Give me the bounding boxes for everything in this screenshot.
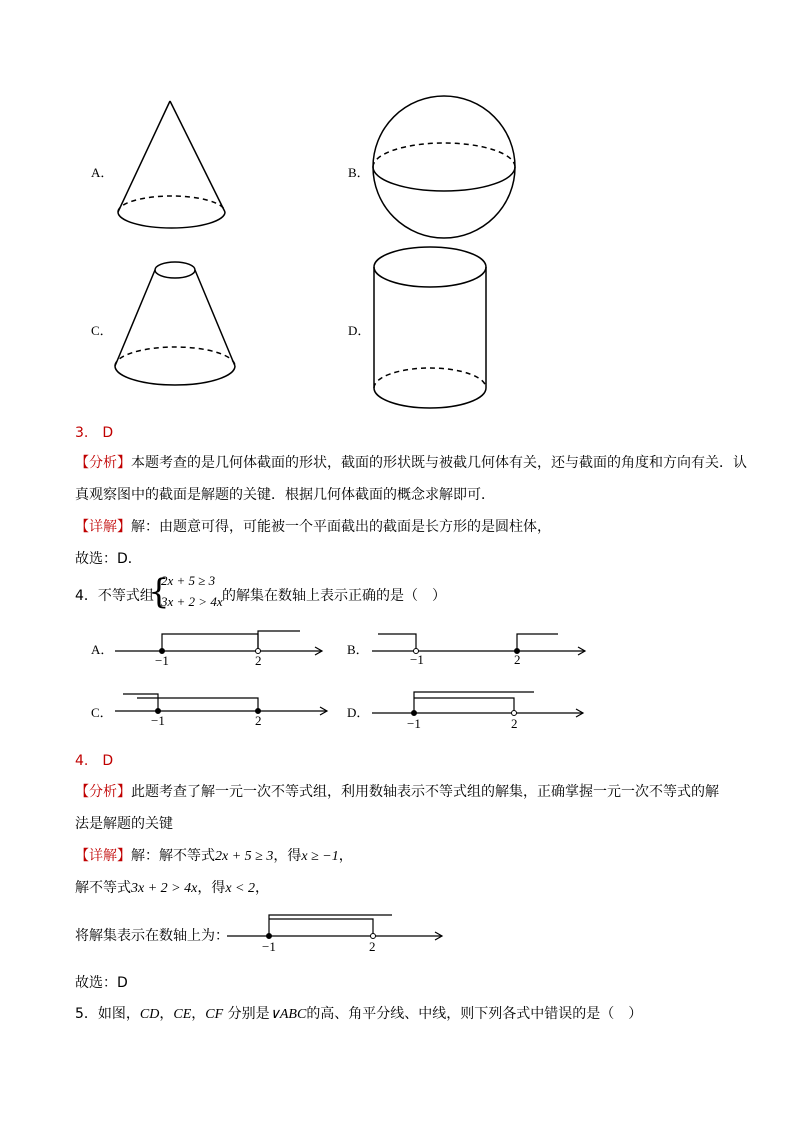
q4-inequality-1: 2x + 5 ≥ 3: [161, 573, 216, 588]
q4-stem-suffix: 的解集在数轴上表示正确的是（ ）: [222, 588, 446, 604]
step1-result: x ≥ −1: [301, 849, 339, 864]
cylinder-shape: [374, 247, 486, 408]
step1-text-c: ，: [338, 848, 353, 864]
segment-ce: CE: [173, 1007, 192, 1022]
segment-cf: CF: [205, 1007, 224, 1022]
tick-neg1: −1: [151, 713, 165, 728]
brace-symbol: {: [148, 572, 170, 612]
step2-text-a: 解不等式: [75, 880, 131, 896]
step2-text-c: ，: [255, 880, 269, 896]
step1-text-b: ，得: [273, 848, 302, 864]
tick-neg1: −1: [407, 716, 421, 731]
q3-answer: 3. D: [75, 425, 114, 441]
tick-2: 2: [514, 652, 521, 667]
step1-equation: 2x + 5 ≥ 3: [215, 849, 274, 864]
option-d-label: D．: [348, 323, 371, 338]
q5-sep2: ，: [191, 1006, 206, 1022]
triangle-abc: ∨ABC: [269, 1007, 307, 1022]
analysis-text: 此题考查了解一元一次不等式组，利用数轴表示不等式组的解集，正确掌握一元一次不等式的解: [131, 784, 719, 800]
analysis-text: 本题考查的是几何体截面的形状，截面的形状既与被截几何体有关，还与截面的角度和方向有关．认: [131, 455, 747, 471]
segment-cd: CD: [139, 1007, 160, 1022]
detail-text: 解：由题意可得，可能被一个平面截出的截面是长方形的是圆柱体，: [131, 519, 551, 535]
step2-equation: 3x + 2 > 4x: [131, 881, 198, 896]
cone-shape: [118, 101, 225, 228]
analysis-tag: 【分析】: [75, 784, 131, 800]
tick-2: 2: [255, 653, 262, 668]
detail-tag: 【详解】: [75, 848, 131, 864]
q4-options-figure: [0, 620, 794, 740]
step2-result: x < 2: [225, 881, 255, 896]
q4-analysis-cont: 法是解题的关键: [75, 816, 173, 832]
q4-choice: 故选：D: [75, 975, 128, 991]
q4-detail-step1: [75, 845, 353, 865]
q4-option-b: B．: [347, 642, 369, 657]
q5-stem-a: 5．如图，: [75, 1006, 140, 1022]
tick-2: 2: [369, 939, 376, 954]
q4-analysis: [75, 781, 719, 801]
q4-option-d: D．: [347, 705, 370, 720]
solids-figure: [0, 0, 794, 420]
q4-stem-prefix: 4．不等式组: [75, 588, 154, 604]
q5-stem: [75, 1003, 642, 1023]
q5-stem-b: 分别是: [223, 1006, 270, 1022]
tick-2: 2: [511, 716, 518, 731]
q4-option-c: C．: [91, 705, 113, 720]
q5-stem-c: 的高、角平分线、中线，则下列各式中错误的是（ ）: [306, 1006, 643, 1022]
option-b-label: B．: [348, 165, 370, 180]
q4-inequality-2: 3x + 2 > 4x: [161, 594, 223, 609]
q3-analysis: [75, 452, 747, 472]
tick-neg1: −1: [262, 939, 276, 954]
frustum-shape: [115, 262, 235, 385]
analysis-tag: 【分析】: [75, 455, 131, 471]
step1-text-a: 解：解不等式: [131, 848, 215, 864]
detail-tag: 【详解】: [75, 519, 131, 535]
q3-analysis-cont: 真观察图中的截面是解题的关键．根据几何体截面的概念求解即可．: [75, 487, 495, 503]
tick-neg1: −1: [155, 653, 169, 668]
q4-detail-step2: [75, 877, 269, 897]
step2-text-b: ，得: [197, 880, 226, 896]
q3-choice: 故选：D．: [75, 551, 142, 567]
option-a-label: A．: [91, 165, 114, 180]
option-c-label: C．: [91, 323, 113, 338]
q4-option-a: A．: [91, 642, 114, 657]
q4-answer: 4. D: [75, 753, 114, 769]
q3-detail: [75, 516, 551, 536]
q4-detail-step3: 将解集表示在数轴上为：: [75, 928, 229, 944]
q5-sep1: ，: [159, 1006, 174, 1022]
tick-neg1: −1: [410, 652, 424, 667]
sphere-shape: [373, 96, 515, 238]
tick-2: 2: [255, 713, 262, 728]
solution-number-line: [0, 900, 794, 960]
